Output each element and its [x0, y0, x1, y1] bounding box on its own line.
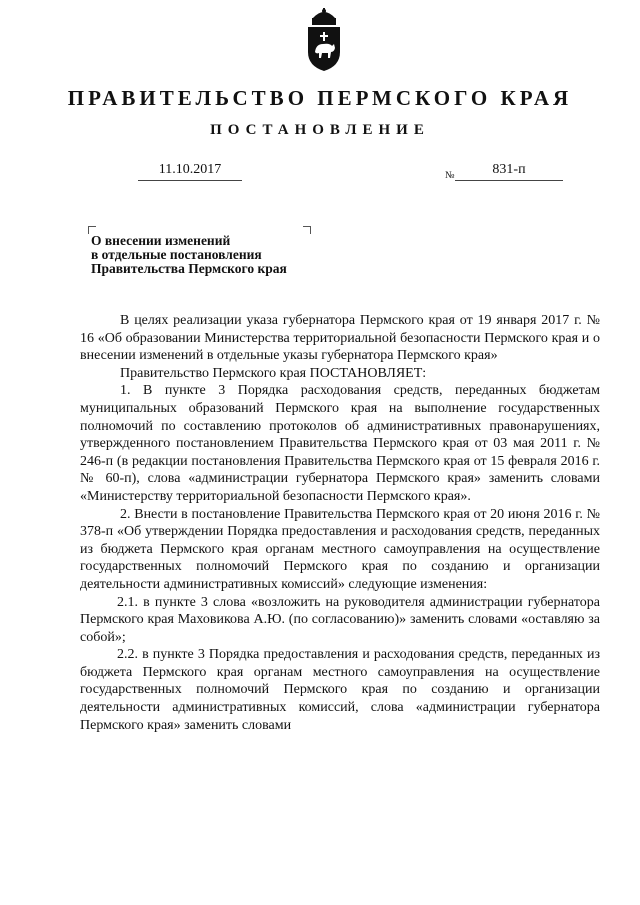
- paragraph-item-2-1: 2.1. в пункте 3 слова «возложить на руководителя администрации губернатора Пермского края Маховикова А.Ю. (по согласованию)» заменить словами «оставляю за собой»;: [80, 594, 600, 645]
- subject-line: в отдельные постановления: [91, 247, 262, 262]
- paragraph-item-2-2: 2.2. в пункте 3 Порядка предоставления и расходования средств, переданных из бюджета Пермского края органам местного самоуправления на осуществление государственных полномочий Пермского края по созданию и организации деятельности административных комиссий, слова «администрации губернатора Пермского края» заменить словами: [80, 647, 600, 733]
- document-type: ПОСТАНОВЛЕНИЕ: [210, 122, 430, 138]
- number-sign: №: [445, 170, 455, 181]
- government-title: ПРАВИТЕЛЬСТВО ПЕРМСКОГО КРАЯ: [67, 86, 573, 110]
- document-number: 831-п: [455, 162, 563, 181]
- paragraph-preamble: В целях реализации указа губернатора Пермского края от 19 января 2017 г. № 16 «Об образовании Министерства территориальной безопасности Пермского края и о внесении изменений в отдельные указы губернатора Пермского края»: [80, 313, 600, 364]
- document-date: 11.10.2017: [138, 162, 242, 181]
- paragraph-item-2: 2. Внести в постановление Правительства Пермского края от 20 июня 2016 г. № 378-п «Об утверждении Порядка предоставления и расходования средств, переданных из бюджета Пермского края органам местного самоуправления на осуществление государственных полномочий Пермского края по созданию и организации деятельности административных комиссий» следующие изменения:: [80, 506, 600, 592]
- paragraph-decree: Правительство Пермского края ПОСТАНОВЛЯЕТ:: [120, 365, 427, 381]
- document-subject: [91, 234, 331, 276]
- subject-bracket-right: [303, 226, 311, 234]
- paragraph-item-1: 1. В пункте 3 Порядка расходования средств, переданных бюджетам муниципальных образований Пермского края на выполнение государственных полномочий по составлению протоколов об административных правонарушениях, утвержденного постановлением Правительства Пермского края от 03 мая 2011 г. № 246-п (в редакции постановления Правительства Пермского края от 15 февраля 2016 г. № 60-п), слова «администрации губернатора Пермского края» заменить словами «Министерству территориальной безопасности Пермского края».: [80, 383, 600, 504]
- subject-line: Правительства Пермского края: [91, 261, 287, 276]
- subject-line: О внесении изменений: [91, 233, 231, 248]
- document-body: [80, 312, 600, 734]
- coat-of-arms-icon: [304, 8, 344, 72]
